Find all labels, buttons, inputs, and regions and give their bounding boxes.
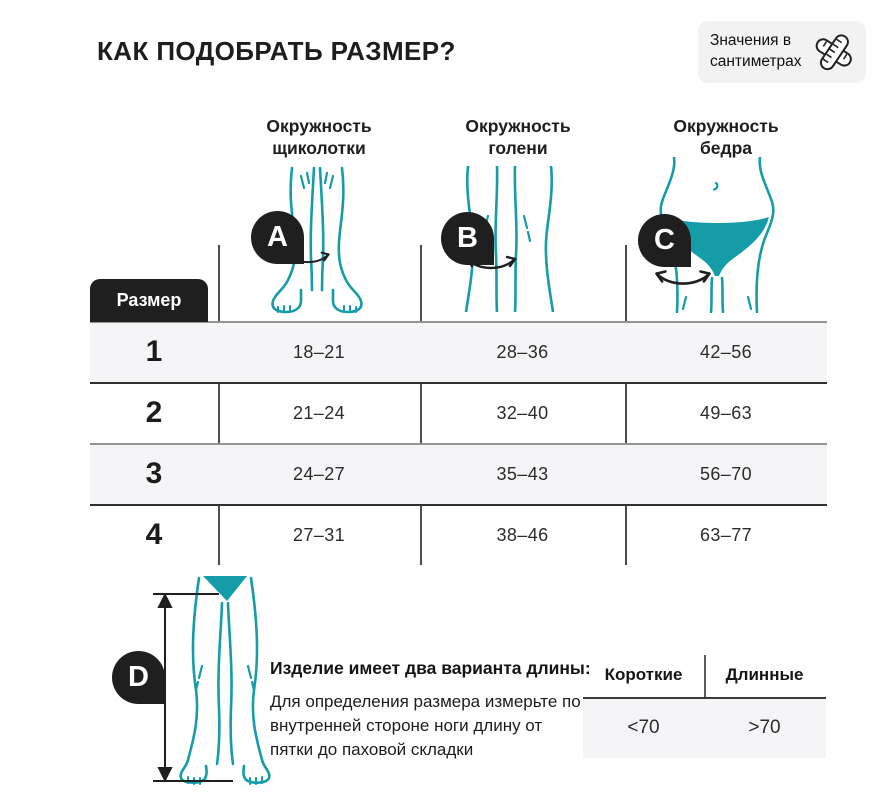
length-value-long: >70	[748, 717, 781, 738]
page-title: КАК ПОДОБРАТЬ РАЗМЕР?	[97, 36, 456, 66]
length-table-value-row	[583, 699, 826, 758]
length-table	[583, 653, 826, 757]
units-note-text: Значения в сантиметрах	[710, 32, 802, 70]
ankle-range: 18–21	[292, 341, 346, 362]
column-header-calf: Окружность голени	[465, 116, 571, 158]
size-label: 3	[145, 457, 163, 490]
calf-range: 28–36	[496, 341, 549, 362]
circumference-arrow-icon	[650, 266, 716, 288]
size-header-badge: Размер	[90, 279, 208, 322]
size-label: 4	[145, 518, 163, 551]
ankle-range: 27–31	[292, 524, 346, 545]
length-header-long: Длинные	[725, 665, 804, 684]
marker-c-badge: C	[638, 214, 691, 267]
table-row	[90, 322, 827, 382]
units-note	[698, 21, 866, 83]
length-header-short: Короткие	[604, 665, 683, 684]
ankle-range: 24–27	[292, 463, 346, 484]
tape-measure-icon	[812, 27, 856, 77]
groin-triangle	[203, 576, 247, 601]
length-heading: Изделие имеет два варианта длины:	[270, 658, 591, 678]
length-description: Для определения размера измерьте по внутренней стороне ноги длину от пятки до паховой складки	[270, 692, 581, 759]
hip-range: 56–70	[699, 463, 753, 484]
marker-b-badge: B	[441, 212, 494, 265]
size-label: 1	[145, 335, 163, 368]
marker-a-badge: A	[251, 211, 304, 264]
calf-range: 35–43	[496, 463, 549, 484]
calf-range: 32–40	[496, 402, 549, 423]
table-row	[90, 444, 827, 504]
ankle-range: 21–24	[292, 402, 346, 423]
circumference-arrow-icon	[284, 248, 332, 266]
marker-d-badge: D	[112, 651, 165, 704]
column-header-hip: Окружность бедра	[673, 116, 779, 158]
table-row	[90, 383, 827, 443]
leg-length-illustration	[145, 574, 280, 789]
column-header-ankle: Окружность щиколотки	[266, 116, 372, 158]
hip-range: 49–63	[699, 402, 753, 423]
length-value-short: <70	[627, 717, 660, 738]
hip-range: 42–56	[699, 341, 753, 362]
table-row	[90, 505, 827, 565]
calf-range: 38–46	[496, 524, 549, 545]
hip-range: 63–77	[699, 524, 753, 545]
circumference-arrow-icon	[462, 252, 520, 272]
size-label: 2	[145, 396, 163, 429]
